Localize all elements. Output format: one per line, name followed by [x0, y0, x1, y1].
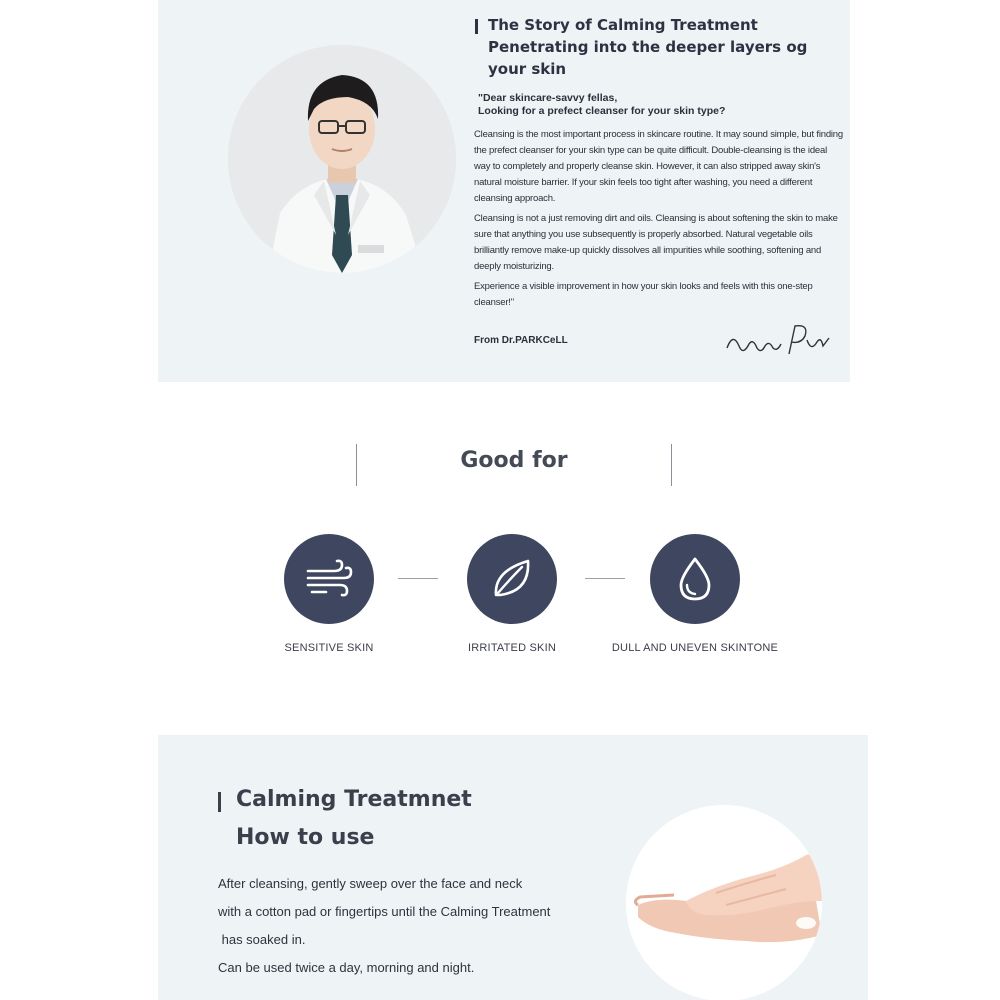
leaf-icon [467, 534, 557, 624]
benefit-irritated-skin [412, 534, 612, 654]
good-for-title: Good for [460, 448, 568, 473]
story-text [474, 14, 844, 315]
quote-greeting [474, 92, 844, 118]
instruction-line: has soaked in. [218, 932, 306, 947]
story-subtitle: Penetrating into the deeper layers og your skin [488, 38, 808, 78]
quote-line: "Dear skincare-savvy fellas, [478, 92, 618, 104]
how-to-subtitle: How to use [236, 825, 375, 850]
quote-line: Looking for a prefect cleanser for your skin type? [478, 105, 726, 117]
benefit-dull-skintone [595, 534, 795, 654]
hands-image [626, 805, 822, 1000]
how-to-use-section [158, 735, 868, 1000]
benefit-label: IRRITATED SKIN [468, 642, 556, 654]
instruction-line: Can be used twice a day, morning and night. [218, 960, 475, 975]
water-drop-icon [650, 534, 740, 624]
how-to-title: Calming Treatmnet [218, 787, 472, 812]
instruction-line: After cleansing, gently sweep over the face and neck [218, 876, 523, 891]
from-signoff: From Dr.PARKCeLL [474, 335, 568, 346]
benefit-sensitive-skin [229, 534, 429, 654]
story-paragraph: Experience a visible improvement in how your skin looks and feels with this one-step cleanser!" [474, 281, 813, 308]
how-to-instructions [218, 870, 638, 982]
benefit-label: DULL AND UNEVEN SKINTONE [611, 642, 779, 654]
instruction-line: with a cotton pad or fingertips until the Calming Treatment [218, 904, 551, 919]
wind-icon [284, 534, 374, 624]
story-paragraph: Cleansing is not a just removing dirt and oils. Cleansing is about softening the skin to make sure that anything you use subsequently is properly absorbed. Natural vegetable oils brilliantly remove make-up quickly dissolves all impurities while soothing, softening and deeply moisturizing. [474, 213, 838, 272]
story-paragraph: Cleansing is the most important process in skincare routine. It may sound simple, but finding the prefect cleanser for your skin type can be quite difficult. Double-cleansing is the ideal way to completely and properly cleanse skin. However, it can also stripped away skin's natural moisture barrier. If your skin feels too tight after washing, you need a different cleansing approach. [474, 129, 843, 204]
story-title: The Story of Calming Treatment [474, 14, 844, 36]
doctor-portrait [228, 45, 456, 273]
signature-image [723, 318, 833, 366]
benefit-label: SENSITIVE SKIN [284, 642, 374, 654]
story-section [158, 0, 850, 382]
